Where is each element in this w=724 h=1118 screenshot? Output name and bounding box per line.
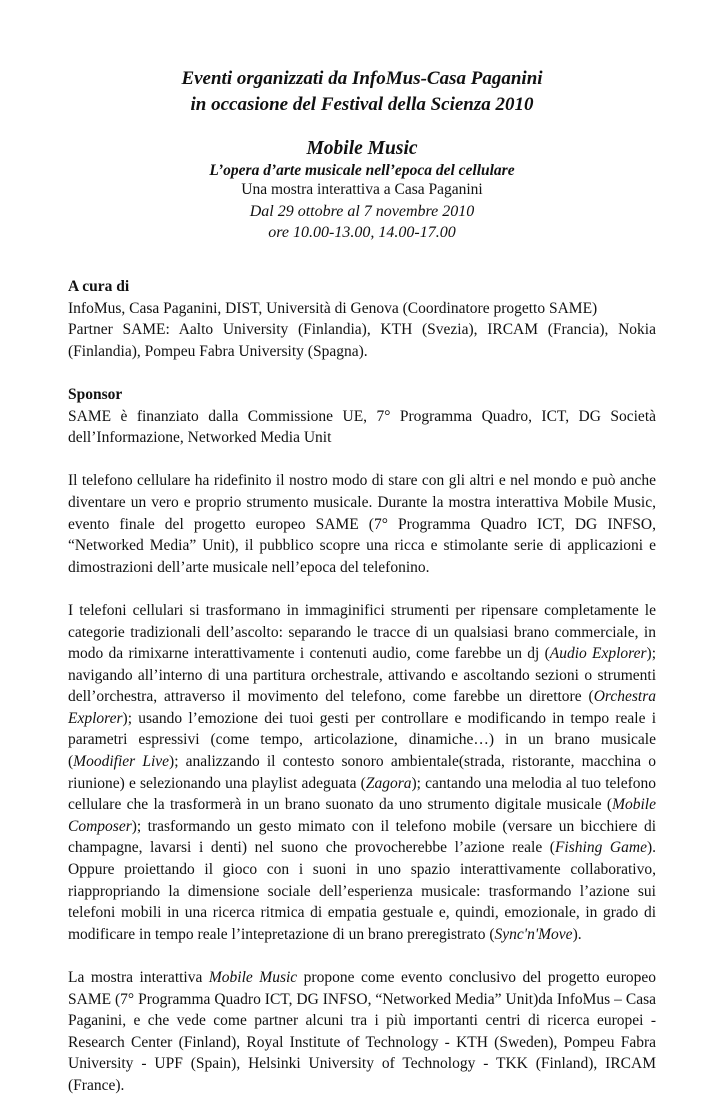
curators-partners: Partner SAME: Aalto University (Finlandia), KTH (Svezia), IRCAM (Francia), Nokia (Finlandia), Pompeu Fabra University (Spagna). [68, 321, 656, 360]
app-name: Sync'n'Move [494, 925, 573, 943]
curators-section [68, 276, 656, 362]
event-dates [0, 201, 724, 243]
title-line-2: in occasione del Festival della Scienza 2010 [190, 94, 534, 115]
date-range: Dal 29 ottobre al 7 novembre 2010 [249, 203, 475, 220]
event-title: Mobile Music [306, 138, 418, 159]
sponsor-section [68, 384, 656, 449]
exhibition-name: Mobile Music [208, 969, 298, 986]
sponsor-text: SAME è finanziato dalla Commissione UE, 7° Programma Quadro, ICT, DG Società dell’Informazione, Networked Media Unit [68, 407, 656, 447]
app-name: Mobile Composer [68, 796, 656, 835]
app-name: Zagora [365, 774, 412, 792]
app-name: Orchestra Explorer [68, 688, 656, 727]
text: ). [572, 925, 582, 943]
opening-hours: ore 10.00-13.00, 14.00-17.00 [268, 224, 456, 241]
paragraph-conclusion [68, 967, 656, 1097]
text: ); cantando una melodia al tuo telefono cellulare che la trasformerà in un brano suonato da uno strumento digitale musicale ( [68, 774, 656, 814]
text: ); navigando all’interno di una partitura orchestrale, attivando e ascoltando sezioni o strumenti dell’orchestra, attraverso il movimento del telefono, come farebbe un direttore ( [68, 645, 657, 706]
paragraph-applications [68, 600, 656, 946]
text: ); trasformando un gesto mimato con il telefono mobile (versare un bicchiere di champagne, lavarsi i denti) nel suono che provocherebbe l’azione reale ( [68, 817, 656, 857]
curators-heading: A cura di [68, 278, 130, 295]
text: I telefoni cellulari si trasformano in immaginifici strumenti per ripensare completamente le categorie tradizionali dell’ascolto: separando le tracce di un qualsiasi brano commerciale, in modo da rimixarne interattivamente i contenuti audio, come farebbe un dj ( [68, 601, 656, 663]
app-name: Audio Explorer [549, 645, 647, 663]
text: ); usando l’emozione dei tuoi gesti per controllare e modificando in tempo reale i parametri espressivi (come tempo, articolazione, dinamiche…) in un brano musicale ( [68, 709, 656, 771]
title-line-1: Eventi organizzati da InfoMus-Casa Paganini [181, 68, 543, 89]
app-name: Moodifier Live [73, 753, 170, 771]
event-subtitle: L’opera d’arte musicale nell’epoca del cellulare [209, 162, 515, 179]
event-description: Una mostra interattiva a Casa Paganini [241, 181, 483, 198]
document-body [68, 276, 656, 1118]
document-title [0, 66, 724, 118]
text: La mostra interattiva [68, 969, 209, 986]
text: ); analizzando il contesto sonoro ambientale(strada, ristorante, macchina o riunione) e selezionando una playlist adeguata ( [68, 753, 656, 792]
sponsor-heading: Sponsor [68, 385, 123, 403]
curators-coordinator: InfoMus, Casa Paganini, DIST, Università di Genova (Coordinatore progetto SAME) [68, 299, 598, 317]
paragraph-intro: Il telefono cellulare ha ridefinito il nostro modo di stare con gli altri e nel mondo e può anche diventare un vero e proprio strumento musicale. Durante la mostra interattiva Mobile Music, evento finale del progetto europeo SAME (7° Programma Quadro ICT, DG INFSO, “Networked Media” Unit), il pubblico scopre una ricca e stimolante serie di applicazioni e dimostrazioni dell’arte musicale nell’epoca del telefonino. [68, 472, 656, 576]
text: propone come evento conclusivo del progetto europeo SAME (7° Programma Quadro ICT, DG INFSO, “Networked Media” Unit)da InfoMus – Casa Paganini, e che vede come partner alcuni tra i più importanti centri di ricerca europei - Research Center (Finland), Royal Institute of Technology - KTH (Sweden), Pompeu Fabra University - UPF (Spain), Helsinki University of Technology - TKK (Finland), IRCAM (France). [68, 969, 656, 1094]
app-name: Fishing Game [554, 839, 647, 857]
text: ). Oppure proiettando il gioco con i suoni in uno spazio interattivamente collaborativo, riappropriando la dimensione sociale dell’esperienza musicale: trasformando l’azione sui telefoni mobili in una ricerca ritmica di empatia gestuale e, quindi, emozionale, in grado di modificare in tempo reale l’intepretazione di un brano preregistrato ( [68, 839, 656, 943]
